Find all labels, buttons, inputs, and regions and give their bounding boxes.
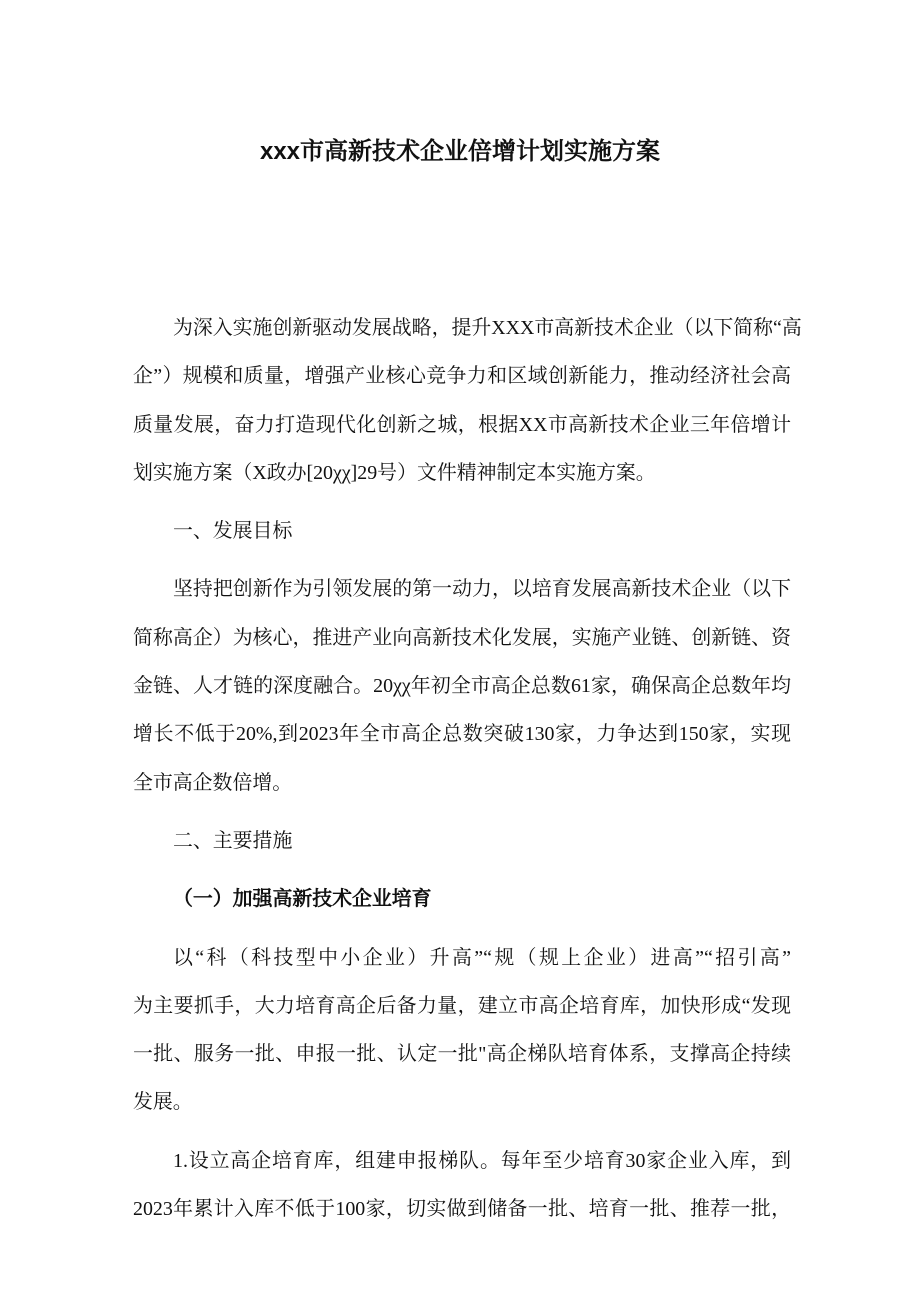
- item-1-paragraph: [133, 1137, 791, 1234]
- paragraph-line: 质量发展，奋力打造现代化创新之城，根据XX市高新技术企业三年倍增计: [133, 413, 791, 436]
- paragraph-line: 为深入实施创新驱动发展战略，提升XXX市高新技术企业（以下简称“高: [173, 317, 802, 339]
- paragraph-line: 企”）规模和质量，增强产业核心竞争力和区域创新能力，推动经济社会高: [133, 365, 791, 388]
- goals-paragraph: [133, 565, 791, 806]
- paragraph-line: 发展。: [133, 1091, 193, 1114]
- paragraph-line: 以“科（科技型中小企业）升高”“规（规上企业）进高”“招引高”: [173, 946, 791, 969]
- paragraph-line: 一批、服务一批、申报一批、认定一批"高企梯队培育体系，支撑高企持续: [133, 1043, 791, 1066]
- paragraph-line: 简称高企）为核心，推进产业向高新技术化发展，实施产业链、创新链、资: [133, 626, 791, 649]
- document-body: [133, 304, 802, 1243]
- paragraph-line: 划实施方案（X政办[20χχ]29号）文件精神制定本实施方案。: [133, 461, 656, 484]
- subsection-heading-cultivation: （一）加强高新技术企业培育: [173, 888, 432, 911]
- paragraph-line: 全市高企数倍增。: [133, 771, 293, 794]
- section-heading-measures: 二、主要措施: [173, 829, 293, 852]
- document-title: xxx市高新技术企业倍增计划实施方案: [259, 138, 661, 165]
- paragraph-line: 1.设立高企培育库，组建申报梯队。每年至少培育30家企业入库，到: [173, 1149, 791, 1172]
- intro-paragraph: [133, 304, 802, 497]
- paragraph-line: 金链、人才链的深度融合。20χχ年初全市高企总数61家，确保高企总数年均: [133, 675, 791, 698]
- paragraph-line: 增长不低于20%,到2023年全市高企总数突破130家，力争达到150家，实现: [133, 723, 791, 746]
- section-heading-goals: 一、发展目标: [173, 520, 293, 543]
- paragraph-line: 为主要抓手，大力培育高企后备力量，建立市高企培育库，加快形成“发现: [133, 994, 791, 1017]
- paragraph-line: 坚持把创新作为引领发展的第一动力，以培育发展高新技术企业（以下: [173, 578, 791, 601]
- cultivation-paragraph: [133, 934, 791, 1127]
- paragraph-line: 2023年累计入库不低于100家，切实做到储备一批、培育一批、推荐一批，: [133, 1198, 791, 1221]
